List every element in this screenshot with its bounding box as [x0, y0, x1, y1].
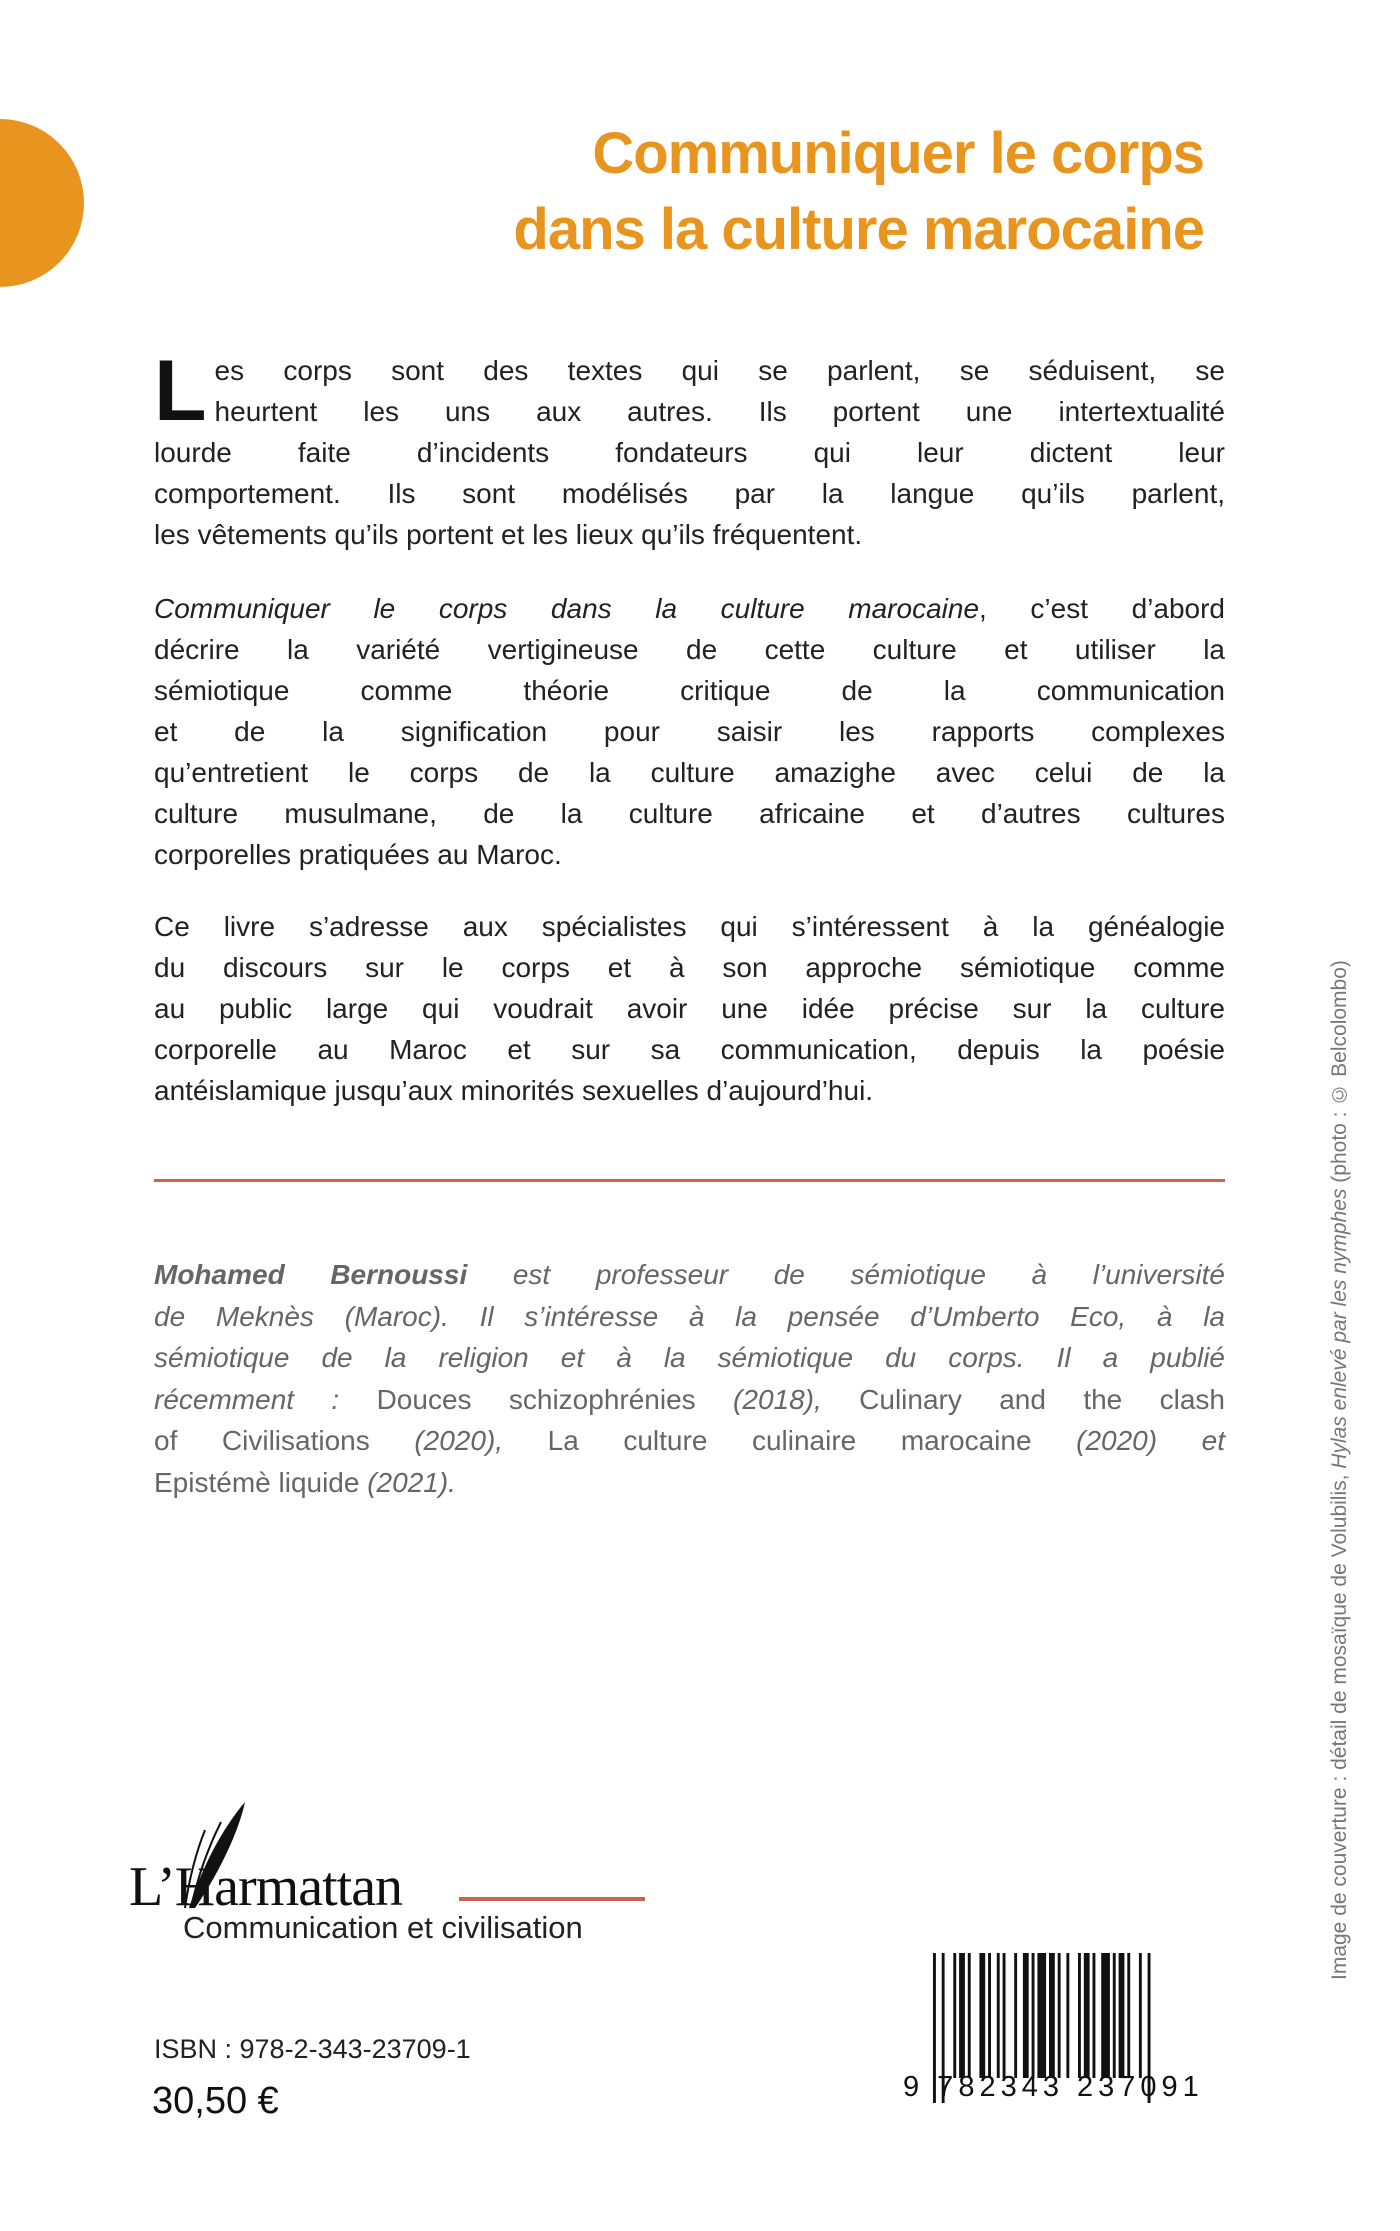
barcode-bar — [1049, 1953, 1055, 2078]
barcode-bar — [1139, 1953, 1142, 2078]
barcode-bar — [1093, 1953, 1096, 2078]
book-ref: of Civilisations — [154, 1425, 370, 1456]
bio-line — [154, 1296, 1225, 1338]
blurb-line: décrire la variété vertigineuse de cette culture et utiliser la — [154, 634, 1225, 665]
bio-line — [154, 1462, 1225, 1504]
bio-text: récemment : — [154, 1383, 377, 1415]
blurb-line: Ce livre s’adresse aux spécialistes qui s’intéressent à la généalogie — [154, 911, 1225, 942]
barcode-bar — [1058, 1953, 1061, 2078]
book-title — [513, 116, 1204, 268]
barcode-bar — [1003, 1953, 1006, 2078]
book-title-italic: Communiquer le corps dans la culture marocaine — [154, 593, 980, 624]
logo-underline — [459, 1897, 645, 1901]
barcode-bar — [1119, 1953, 1125, 2078]
author-bio — [154, 1254, 1225, 1503]
bio-year: (2021). — [359, 1466, 456, 1498]
blurb-text: , c’est d’abord — [979, 593, 1225, 624]
bio-line — [154, 1254, 1225, 1296]
author-name: Mohamed Bernoussi — [154, 1259, 468, 1290]
barcode-bar — [953, 1953, 956, 2078]
blurb-line: antéislamique jusqu’aux minorités sexuelles d’aujourd’hui. — [154, 1075, 874, 1106]
barcode-bar — [1014, 1953, 1017, 2078]
cover-image-credit — [1328, 826, 1354, 2114]
bio-year: (2020) et — [1031, 1425, 1225, 1456]
blurb-paragraph-2 — [154, 588, 1225, 875]
divider-rule — [154, 1179, 1225, 1182]
bio-line — [154, 1420, 1225, 1462]
blurb-line: es corps sont des textes qui se parlent, se séduisent, se — [214, 355, 1225, 386]
barcode-bar — [988, 1953, 991, 2078]
blurb-line: comportement. Ils sont modélisés par la langue qu’ils parlent, — [154, 478, 1225, 509]
title-line-1: Communiquer le corps — [592, 121, 1204, 186]
credit-text: Image de couverture : détail de mosaïque de Volubilis, — [1328, 1468, 1351, 1980]
barcode-bar — [1032, 1953, 1035, 2078]
publisher-name: L’Harmattan — [129, 1856, 403, 1918]
barcode-bar — [1113, 1953, 1116, 2078]
blurb-paragraph-3 — [154, 906, 1225, 1111]
bio-year: (2020), — [369, 1425, 548, 1456]
series-name: Communication et civilisation — [183, 1910, 583, 1945]
price: 30,50 € — [152, 2080, 279, 2122]
barcode-bar — [1127, 1953, 1130, 2078]
barcode-bar — [1037, 1953, 1046, 2078]
bio-text: est professeur de sémiotique à l’université — [467, 1259, 1225, 1290]
blurb-line — [154, 588, 1225, 629]
blurb-line: qu’entretient le corps de la culture amazighe avec celui de la — [154, 757, 1225, 788]
bio-line — [154, 1379, 1225, 1421]
barcode-bar — [1101, 1953, 1110, 2078]
bio-line — [154, 1337, 1225, 1379]
drop-cap: L — [154, 343, 207, 439]
blurb-line: heurtent les uns aux autres. Ils portent une intertextualité — [214, 396, 1225, 427]
barcode — [903, 1953, 1223, 2113]
credit-text: (photo : © Belcolombo) — [1328, 960, 1351, 1189]
title-line-2: dans la culture marocaine — [513, 197, 1204, 262]
blurb-line: lourde faite d’incidents fondateurs qui leur dictent leur — [154, 437, 1225, 468]
blurb-line: corporelle au Maroc et sur sa communication, depuis la poésie — [154, 1034, 1225, 1065]
book-ref: Culinary and the clash — [859, 1383, 1225, 1415]
barcode-bar — [1023, 1953, 1029, 2078]
publisher-logo — [129, 1800, 669, 1950]
barcode-bar — [979, 1953, 985, 2078]
book-ref: Douces schizophrénies — [376, 1383, 696, 1415]
barcode-bar — [997, 1953, 1000, 2078]
credit-artwork-title: Hylas enlevé par les nymphes — [1328, 1188, 1351, 1469]
orange-circle-decoration — [0, 119, 84, 287]
bio-text: sémiotique de la religion et à la sémiotique du corps. Il a publié — [154, 1342, 1225, 1373]
bio-year: (2018), — [695, 1383, 860, 1415]
barcode-bar — [968, 1953, 971, 2078]
blurb-line: corporelles pratiquées au Maroc. — [154, 839, 562, 870]
blurb-line: les vêtements qu’ils portent et les lieux qu’ils fréquentent. — [154, 519, 863, 550]
blurb-line: et de la signification pour saisir les rapports complexes — [154, 716, 1225, 747]
blurb-paragraph-1 — [154, 343, 1225, 555]
barcode-bar — [1078, 1953, 1081, 2078]
bio-text: de Meknès (Maroc). Il s’intéresse à la pensée d’Umberto Eco, à la — [154, 1300, 1225, 1332]
blurb-line: au public large qui voudrait avoir une idée précise sur la culture — [154, 993, 1225, 1024]
blurb-line: du discours sur le corps et à son approche sémiotique comme — [154, 952, 1225, 983]
book-ref: La culture culinaire marocaine — [547, 1425, 1032, 1456]
barcode-bar — [959, 1953, 965, 2078]
blurb-line: culture musulmane, de la culture africaine et d’autres cultures — [154, 798, 1225, 829]
barcode-digits: 9 782343 237091 — [903, 2071, 1204, 2103]
blurb-line: sémiotique comme théorie critique de la communication — [154, 675, 1225, 706]
barcode-bar — [1066, 1953, 1069, 2078]
isbn: ISBN : 978-2-343-23709-1 — [154, 2034, 471, 2064]
book-ref: Epistémè liquide — [154, 1466, 360, 1498]
barcode-bar — [1084, 1953, 1090, 2078]
